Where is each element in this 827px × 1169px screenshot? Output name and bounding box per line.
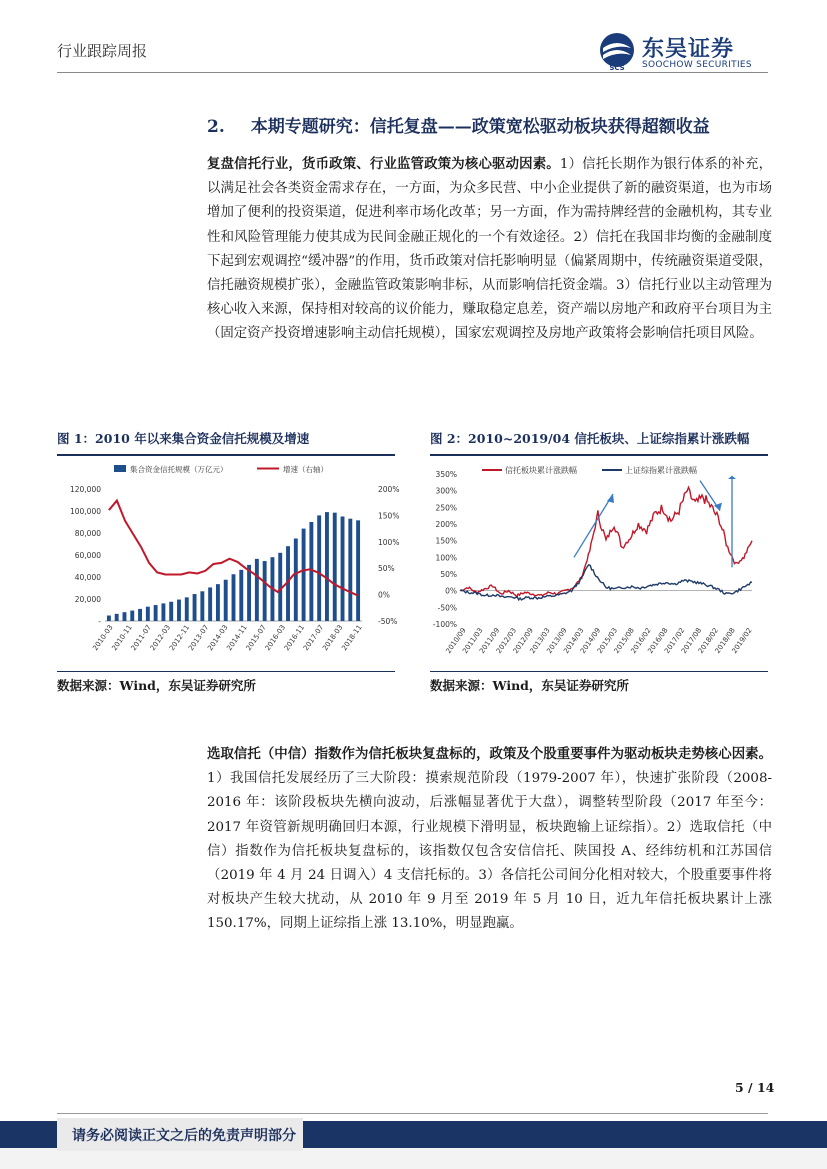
- bar-trust-scale: [239, 570, 243, 621]
- x-tick-label: 2019/02: [730, 626, 754, 655]
- bar-trust-scale: [216, 584, 220, 621]
- x-tick-label: 2015/08: [612, 626, 636, 655]
- paragraph-2-body: 1）我国信托发展经历了三大阶段：摸索规范阶段（1979-2007 年），快速扩张阶段（2008-2016 年：该阶段板块先横向波动，后涨幅显著优于大盘），调整转型阶段（2017 年至今：2017 年资管新规明确回归本源，行业规模下滑明显，板块跑输上证综指）。2）选取信托（中信）指数作为信托板块复盘标的，该指数仅包含安信信托、陕国投 A、经纬纺机和江苏国信（2019 年 4 月 24 日调入）4 支信托标的。3）各信托公司间分化相对较大，个股重要事件将对板块产生较大扰动，从 2010 年 9 月至 2019 年 5 月 10 日，近九年信托板块累计上涨 150.17%，同期上证综指上涨 13.10%，明显跑赢。: [207, 771, 772, 932]
- bar-trust-scale: [232, 574, 236, 621]
- annotation-arrow-up-1: [574, 494, 613, 557]
- figure-1-top-rule: [57, 454, 395, 456]
- x-tick-label: 2011/09: [478, 626, 502, 655]
- bar-trust-scale: [193, 594, 197, 621]
- figure-1-bottom-rule: [57, 671, 395, 672]
- logo-english-name: SOOCHOW SECURITIES: [642, 60, 752, 70]
- y-right-tick-label: 0%: [378, 590, 390, 600]
- x-tick-label: 2012/09: [511, 626, 535, 655]
- legend-label-bars: 集合资金信托规模（万亿元）: [130, 465, 228, 474]
- figure-2-title: 图 2：2010~2019/04 信托板块、上证综指累计涨跌幅: [430, 431, 750, 446]
- x-tick-label: 2017-07: [302, 623, 326, 653]
- figure-1-chart: [57, 458, 400, 668]
- y-right-tick-label: -50%: [378, 617, 398, 626]
- x-tick-label: 2014-11: [225, 623, 249, 653]
- logo-chinese-name: 东吴证券: [642, 37, 735, 62]
- bar-trust-scale: [317, 515, 321, 621]
- figure-2-source: 数据来源：Wind，东吴证券研究所: [430, 678, 629, 693]
- legend-label-sse: 上证综指累计涨跌幅: [625, 466, 697, 475]
- bar-trust-scale: [208, 587, 212, 621]
- figure-2-chart: [430, 458, 768, 668]
- x-tick-label: 2018-11: [340, 623, 364, 653]
- x-tick-label: 2012-11: [167, 623, 192, 653]
- y-tick-label: 350%: [435, 470, 457, 479]
- x-tick-label: 2017/08: [679, 626, 704, 655]
- bar-trust-scale: [341, 517, 345, 622]
- bar-trust-scale: [302, 529, 306, 621]
- x-tick-label: 2012-03: [148, 623, 173, 653]
- x-tick-label: 2014-03: [206, 623, 230, 653]
- x-tick-label: 2016/02: [629, 626, 653, 655]
- bar-trust-scale: [247, 565, 251, 621]
- section-number: 2.: [207, 117, 225, 137]
- logo-emblem-icon: [596, 30, 638, 72]
- x-tick-label: 2014/03: [562, 626, 586, 655]
- bar-trust-scale: [123, 612, 127, 621]
- y-tick-label: 150%: [435, 536, 457, 546]
- annotation-arrowhead-3: [728, 476, 736, 479]
- y-right-tick-label: 200%: [378, 485, 400, 494]
- y-right-tick-label: 100%: [378, 537, 400, 547]
- bar-trust-scale: [185, 597, 189, 621]
- y-tick-label: 100%: [435, 553, 457, 563]
- company-logo: [596, 30, 771, 74]
- bar-trust-scale: [309, 522, 313, 621]
- figure-2-bottom-rule: [430, 671, 768, 672]
- paragraph-1-body: 1）信托长期作为银行体系的补充，以满足社会各类资金需求存在，一方面，为众多民营、中小企业提供了新的融资渠道，也为市场增加了便利的投资渠道，促进利率市场化改革；另一方面，作为需持牌经营的金融机构，其专业性和风险管理能力使其成为民间金融正规化的一个有效途径。2）信托在我国非均衡的金融制度下起到宏观调控“缓冲器”的作用，货币政策对信托影响明显（偏紧周期中，传统融资渠道受限，信托融资规模扩张），金融监管政策影响非标，从而影响信托资金端。3）信托行业以主动管理为核心收入来源，保持相对较高的议价能力，赚取稳定息差，资产端以房地产和政府平台项目为主（固定资产投资增速影响主动信托规模），国家宏观调控及房地产政策将会影响信托项目风险。: [207, 157, 772, 342]
- y-left-tick-label: 100,000: [69, 507, 101, 516]
- y-right-tick-label: 150%: [378, 511, 400, 521]
- x-tick-label: 2016-11: [282, 623, 307, 653]
- x-tick-label: 2015-07: [244, 623, 268, 653]
- x-tick-label: 2011-07: [129, 623, 153, 653]
- x-tick-label: 2011/03: [461, 626, 485, 655]
- section-heading: [207, 112, 710, 137]
- legend-label-line: 增速（右轴）: [283, 465, 328, 474]
- legend-swatch-bars: [114, 465, 126, 472]
- y-left-tick-label: 60,000: [74, 551, 101, 560]
- x-tick-label: 2016-03: [263, 623, 288, 653]
- y-tick-label: -50%: [437, 603, 457, 613]
- x-tick-label: 2015/03: [595, 626, 620, 655]
- x-tick-label: 2013-07: [187, 623, 211, 653]
- figure-2-top-rule: [430, 454, 768, 456]
- x-tick-label: 2013/09: [545, 626, 569, 655]
- y-left-tick-label: 80,000: [74, 529, 101, 538]
- y-left-tick-label: 120,000: [69, 485, 101, 494]
- y-left-tick-label: -: [98, 617, 101, 626]
- footer-divider: [57, 1113, 768, 1114]
- footer-disclaimer: 请务必阅读正文之后的免责声明部分: [72, 1128, 296, 1144]
- section-title: 本期专题研究：信托复盘——政策宽松驱动板块获得超额收益: [250, 117, 710, 137]
- bar-trust-scale: [146, 607, 150, 621]
- y-tick-label: 300%: [435, 486, 457, 496]
- paragraph-1-lead: 复盘信托行业，货币政策、行业监管政策为核心驱动因素。: [207, 156, 560, 172]
- bar-trust-scale: [138, 609, 142, 621]
- x-tick-label: 2014/09: [578, 626, 603, 655]
- x-tick-label: 2016/08: [646, 626, 670, 655]
- paragraph-2-lead: 选取信托（中信）指数作为信托板块复盘标的，政策及个股重要事件为驱动板块走势核心因素。: [207, 746, 772, 762]
- x-tick-label: 2010-03: [91, 623, 115, 653]
- y-tick-label: 50%: [440, 570, 457, 579]
- page-number: 5 / 14: [735, 1080, 775, 1095]
- x-tick-label: 2012/03: [494, 626, 519, 655]
- y-tick-label: 200%: [435, 520, 457, 529]
- bar-trust-scale: [169, 602, 173, 621]
- bar-trust-scale: [294, 539, 298, 622]
- line-trust-sector: [460, 487, 752, 597]
- bar-trust-scale: [348, 519, 352, 621]
- footer-bottom-band: [0, 1148, 827, 1169]
- bar-trust-scale: [333, 513, 337, 621]
- x-tick-label: 2010/09: [444, 626, 468, 655]
- bar-trust-scale: [200, 591, 204, 621]
- line-sse-index: [460, 565, 752, 600]
- bar-trust-scale: [325, 512, 329, 621]
- bar-trust-scale: [255, 559, 259, 621]
- x-tick-label: 2018-03: [321, 623, 345, 653]
- x-tick-label: 2018/08: [713, 626, 737, 655]
- figure-1-title: 图 1：2010 年以来集合资金信托规模及增速: [57, 431, 310, 446]
- x-tick-label: 2013/03: [528, 626, 552, 655]
- paragraph-1: [207, 152, 772, 347]
- bar-trust-scale: [115, 614, 119, 621]
- bar-trust-scale: [177, 600, 181, 621]
- y-tick-label: 250%: [435, 503, 457, 513]
- bar-trust-scale: [154, 605, 158, 621]
- bar-trust-scale: [130, 611, 134, 621]
- paragraph-2: [207, 742, 772, 937]
- y-tick-label: 0%: [445, 586, 457, 596]
- logo-badge: SCS: [609, 64, 625, 72]
- x-tick-label: 2010-11: [110, 623, 134, 653]
- report-type-tag: 行业跟踪周报: [57, 42, 148, 60]
- figure-1-source: 数据来源：Wind，东吴证券研究所: [57, 678, 256, 693]
- x-tick-label: 2018/02: [696, 626, 720, 655]
- bar-trust-scale: [107, 616, 111, 622]
- y-left-tick-label: 40,000: [74, 573, 101, 582]
- legend-label-trust: 信托板块累计涨跌幅: [505, 466, 577, 475]
- bar-trust-scale: [224, 580, 228, 621]
- y-right-tick-label: 50%: [378, 564, 395, 574]
- y-left-tick-label: 20,000: [74, 595, 101, 604]
- y-tick-label: -100%: [432, 620, 457, 629]
- bar-trust-scale: [161, 603, 165, 621]
- header-divider: [57, 72, 768, 73]
- bar-trust-scale: [356, 520, 360, 621]
- bar-trust-scale: [263, 561, 267, 621]
- x-tick-label: 2017/02: [663, 626, 687, 655]
